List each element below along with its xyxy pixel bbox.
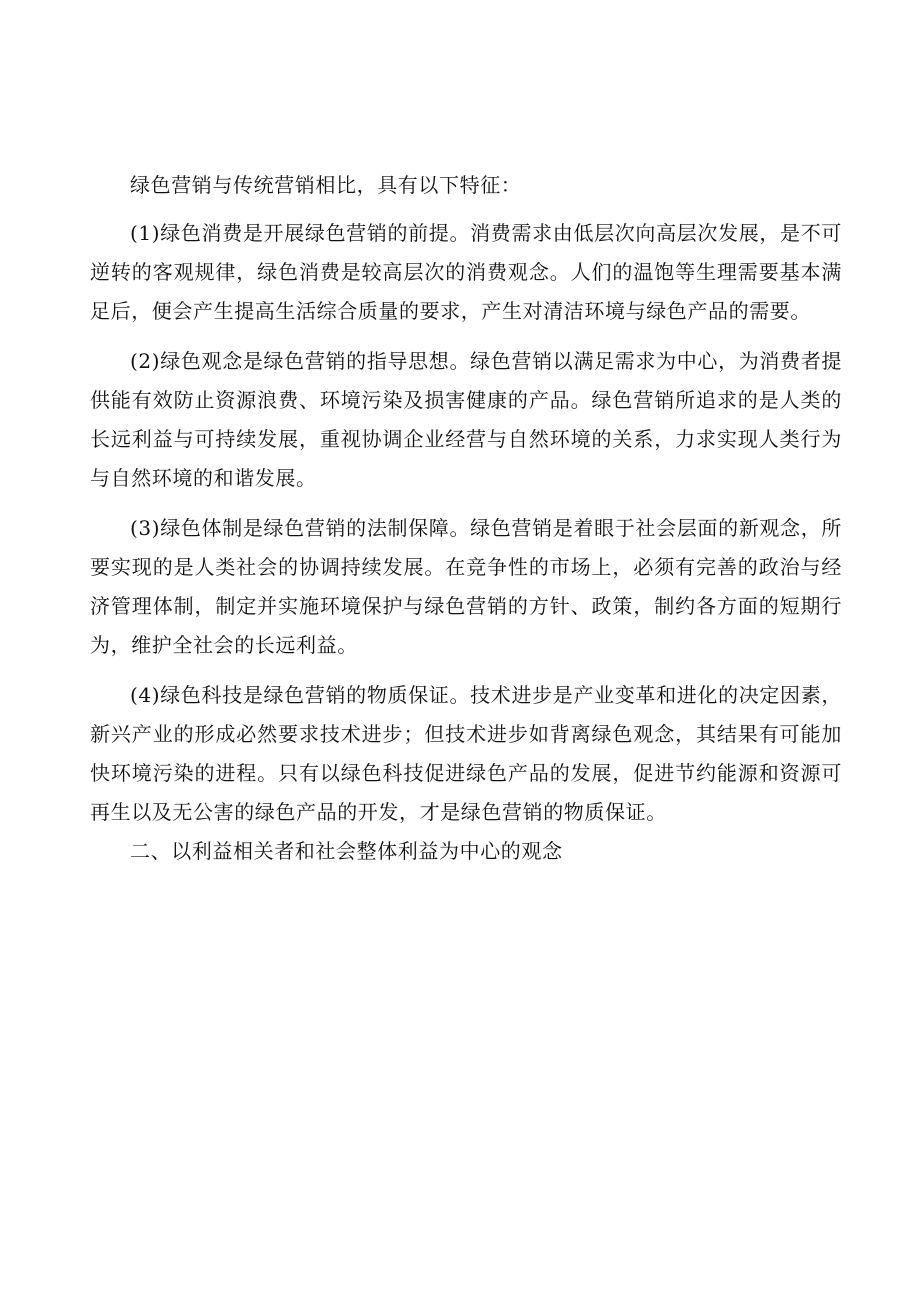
feature-paragraph-4 bbox=[90, 676, 842, 832]
feature-text-2: 绿色观念是绿色营销的指导思想。绿色营销以满足需求为中心，为消费者提供能有效防止资源浪费、环境污染及损害健康的产品。绿色营销所追求的是人类的长远利益与可持续发展，重视协调企业经营与自然环境的关系，力求实现人类行为与自然环境的和谐发展。 bbox=[90, 349, 842, 490]
feature-paragraph-2 bbox=[90, 342, 842, 498]
feature-paragraph-1 bbox=[90, 214, 842, 331]
feature-label-1: (1) bbox=[130, 221, 161, 245]
section-heading: 二、以利益相关者和社会整体利益为中心的观念 bbox=[130, 839, 563, 863]
feature-label-3: (3) bbox=[130, 516, 161, 540]
feature-paragraph-3 bbox=[90, 509, 842, 665]
feature-label-4: (4) bbox=[130, 683, 161, 707]
feature-text-4: 绿色科技是绿色营销的物质保证。技术进步是产业变革和进化的决定因素，新兴产业的形成必然要求技术进步；但技术进步如背离绿色观念，其结果有可能加快环境污染的进程。只有以绿色科技促进绿色产品的发展，促进节约能源和资源可再生以及无公害的绿色产品的开发，才是绿色营销的物质保证。 bbox=[90, 683, 842, 824]
feature-text-1: 绿色消费是开展绿色营销的前提。消费需求由低层次向高层次发展，是不可逆转的客观规律，绿色消费是较高层次的消费观念。人们的温饱等生理需要基本满足后，便会产生提高生活综合质量的要求，产生对清洁环境与绿色产品的需要。 bbox=[90, 221, 842, 323]
feature-label-2: (2) bbox=[130, 349, 161, 373]
intro-paragraph: 绿色营销与传统营销相比，具有以下特征： bbox=[130, 173, 522, 197]
document-body bbox=[90, 166, 842, 871]
feature-text-3: 绿色体制是绿色营销的法制保障。绿色营销是着眼于社会层面的新观念，所要实现的是人类社会的协调持续发展。在竞争性的市场上，必须有完善的政治与经济管理体制，制定并实施环境保护与绿色营销的方针、政策，制约各方面的短期行为，维护全社会的长远利益。 bbox=[90, 516, 842, 657]
